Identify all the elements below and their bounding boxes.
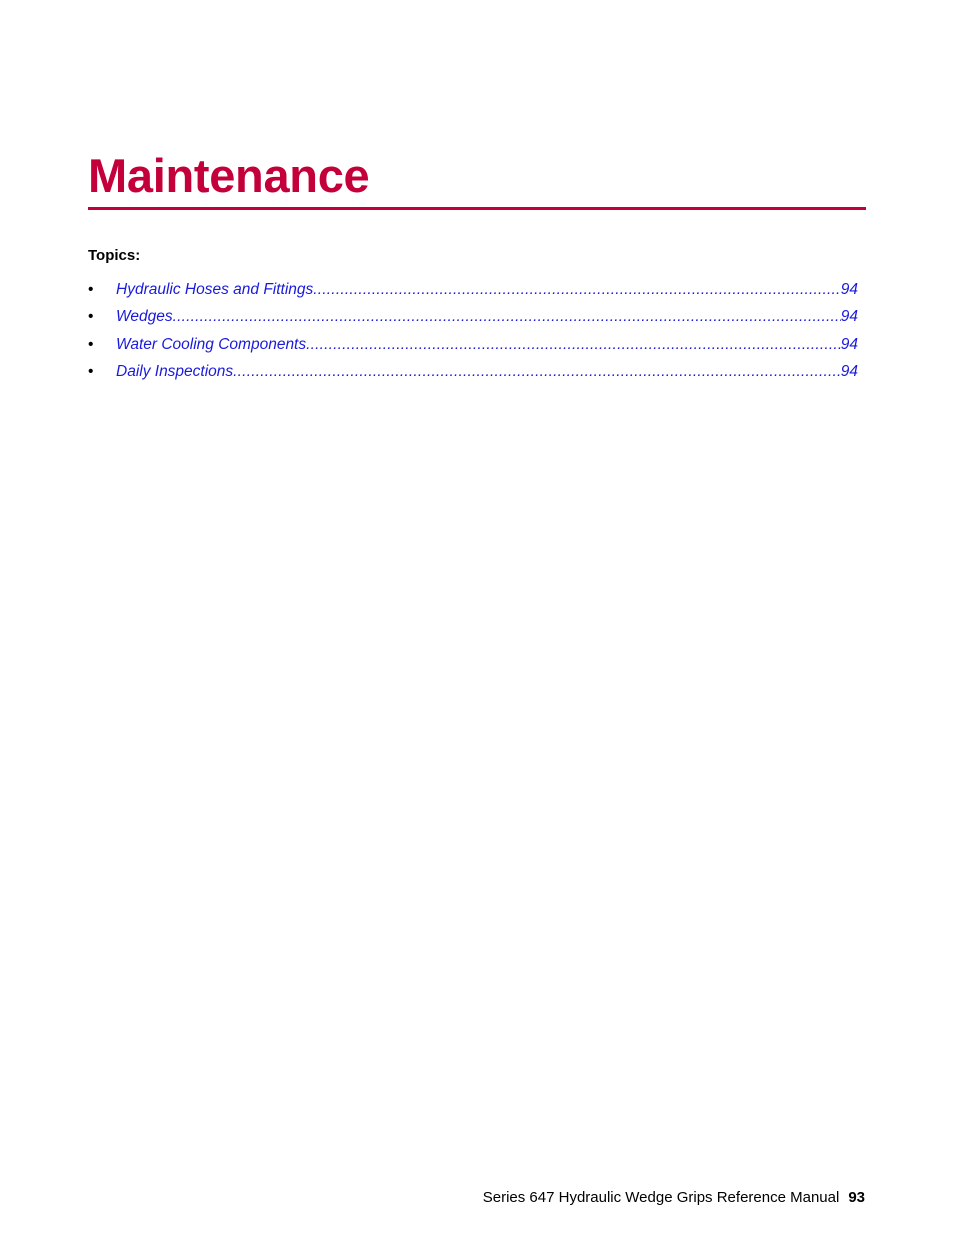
bullet-icon: •: [88, 335, 94, 353]
dot-leader: [173, 307, 841, 327]
page-footer: [483, 1189, 865, 1207]
dot-leader: [233, 362, 841, 382]
toc-link-water-cooling[interactable]: [116, 335, 858, 355]
title-divider: [88, 207, 866, 210]
bullet-icon: •: [88, 308, 94, 326]
toc-link-label: Water Cooling Components: [116, 335, 307, 353]
toc-link-label: Wedges: [116, 308, 173, 326]
topics-label: Topics:: [88, 247, 141, 264]
toc-link-hydraulic-hoses[interactable]: [116, 280, 858, 300]
toc-page-number: 94: [840, 308, 858, 326]
bullet-icon: •: [88, 281, 94, 298]
toc-page-number: 94: [840, 363, 858, 381]
toc-item: [88, 307, 858, 334]
toc-page-number: 94: [840, 281, 858, 298]
toc-link-wedges[interactable]: [116, 307, 858, 327]
toc-item: [88, 280, 858, 307]
toc-item: [88, 335, 858, 362]
footer-manual-title: Series 647 Hydraulic Wedge Grips Reference Manual: [482, 1189, 840, 1206]
footer-page-number: 93: [848, 1189, 865, 1206]
chapter-title: Maintenance: [88, 149, 370, 202]
dot-leader: [313, 280, 840, 300]
toc-link-daily-inspections[interactable]: [116, 362, 858, 382]
bullet-icon: •: [88, 363, 94, 381]
dot-leader: [306, 335, 841, 355]
toc-link-label: Daily Inspections: [116, 363, 234, 381]
toc-link-label: Hydraulic Hoses and Fittings: [116, 281, 314, 298]
toc-item: [88, 362, 858, 389]
toc-page-number: 94: [840, 335, 858, 353]
topics-list: [88, 280, 858, 390]
